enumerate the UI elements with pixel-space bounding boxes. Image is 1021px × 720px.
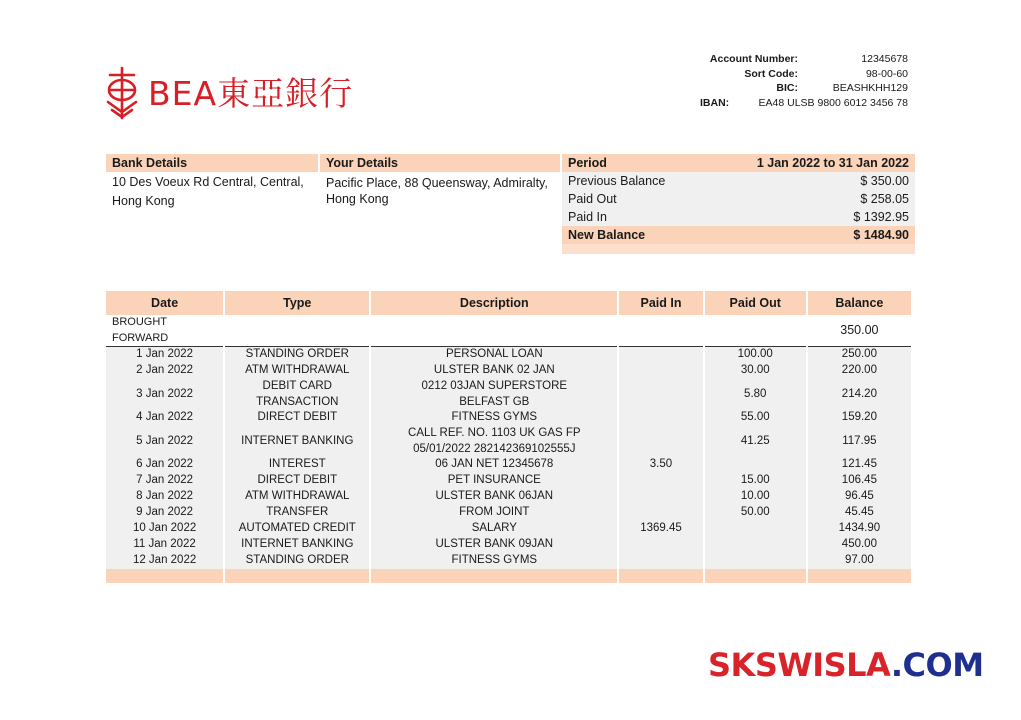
description-text: 06 JAN NET 12345678 [435, 458, 554, 471]
paid-in-total: $ 1392.95 [853, 210, 909, 224]
header-paid-out: Paid Out [705, 291, 806, 315]
table-row [106, 457, 911, 473]
paid-in-cell [619, 457, 702, 473]
description-cell [371, 537, 617, 553]
date-text: 10 Jan 2022 [132, 522, 197, 535]
type-text: STANDING ORDER [245, 554, 349, 567]
paid-in-cell [619, 379, 702, 410]
header-balance: Balance [808, 291, 911, 315]
date-cell [106, 521, 223, 537]
watermark [708, 646, 984, 684]
type-cell [225, 457, 369, 473]
paid-out-text: 10.00 [740, 490, 770, 503]
brought-forward-row [106, 315, 911, 347]
period-summary [562, 154, 915, 254]
description-text: CALL REF. NO. 1103 UK GAS FP [408, 427, 581, 439]
description-text: FITNESS GYMS [451, 554, 538, 567]
paid-out-text: 41.25 [740, 434, 770, 447]
balance-text: 45.45 [845, 506, 874, 519]
type-cell [225, 521, 369, 537]
table-row [106, 410, 911, 426]
previous-balance-label: Previous Balance [568, 174, 666, 188]
table-row [106, 426, 911, 457]
date-text: 6 Jan 2022 [136, 458, 194, 471]
paid-in-cell [619, 473, 702, 489]
date-cell [106, 426, 223, 457]
paid-in-text: 3.50 [649, 458, 673, 471]
date-cell [106, 553, 223, 569]
balance-cell [808, 457, 911, 473]
balance-cell [808, 553, 911, 569]
paid-out-text: 15.00 [740, 474, 770, 487]
balance-text: 214.20 [841, 387, 877, 400]
your-address-line2: Hong Kong [326, 192, 389, 206]
date-text: 2 Jan 2022 [136, 364, 194, 377]
paid-in-text: 1369.45 [640, 522, 682, 535]
balance-cell [808, 473, 911, 489]
brought-forward-label: BROUGHT FORWARD [106, 315, 223, 347]
paid-out-cell [705, 347, 806, 363]
type-text: AUTOMATED CREDIT [238, 522, 356, 535]
paid-out-cell [705, 553, 806, 569]
type-text: DIRECT DEBIT [257, 411, 338, 424]
date-cell [106, 347, 223, 363]
table-row [106, 489, 911, 505]
balance-text: 117.95 [842, 434, 877, 447]
bank-logo [104, 66, 353, 120]
type-cell [225, 473, 369, 489]
paid-out-cell [705, 537, 806, 553]
period-footer-bar [562, 244, 915, 254]
date-text: 5 Jan 2022 [136, 434, 194, 447]
date-cell [106, 505, 223, 521]
paid-out-text: 55.00 [740, 411, 770, 424]
description-cell [371, 410, 617, 426]
description-text: ULSTER BANK 02 JAN [433, 364, 555, 377]
new-balance: $ 1484.90 [853, 228, 909, 242]
watermark-part2: .COM [890, 646, 984, 684]
balance-text: 106.45 [841, 474, 877, 487]
balance-cell [808, 521, 911, 537]
watermark-part1: SKSWISLA [708, 646, 891, 684]
table-row [106, 363, 911, 379]
description-text: ULSTER BANK 06JAN [435, 490, 554, 503]
brand-wordmark [148, 73, 354, 113]
paid-in-cell [619, 347, 702, 363]
paid-in-cell [619, 410, 702, 426]
paid-in-cell [619, 553, 702, 569]
type-cell [225, 379, 369, 410]
balance-cell [808, 363, 911, 379]
type-cell [225, 553, 369, 569]
bic: BEASHKHH129 [832, 82, 908, 94]
header-paid-in: Paid In [619, 291, 702, 315]
previous-balance: $ 350.00 [860, 174, 909, 188]
paid-in-cell [619, 426, 702, 457]
your-details-header: Your Details [320, 154, 560, 172]
iban: EA48 ULSB 9800 6012 3456 78 [758, 96, 908, 109]
paid-out-cell [705, 505, 806, 521]
description-text: ULSTER BANK 09JAN [435, 538, 554, 551]
paid-out-text: 5.80 [744, 387, 767, 400]
date-cell [106, 410, 223, 426]
description-cell [371, 489, 617, 505]
description-cell [371, 473, 617, 489]
type-text: INTEREST [268, 458, 326, 471]
description-text: SALARY [471, 522, 517, 535]
brand-name: BEA [148, 73, 218, 113]
paid-out-total: $ 258.05 [860, 192, 909, 206]
type-cell [225, 363, 369, 379]
sort-code: 98-00-60 [865, 67, 908, 80]
description-cell [371, 363, 617, 379]
table-row [106, 553, 911, 569]
paid-out-cell [705, 521, 806, 537]
paid-out-cell [705, 489, 806, 505]
bea-emblem-icon [104, 66, 140, 120]
type-cell [225, 489, 369, 505]
type-cell [225, 410, 369, 426]
date-cell [106, 363, 223, 379]
type-text: ATM WITHDRAWAL [245, 490, 350, 503]
new-balance-label: New Balance [568, 228, 646, 242]
table-header-row [106, 291, 911, 315]
table-row [106, 379, 911, 410]
transactions-table [104, 291, 913, 583]
description-text: PET INSURANCE [447, 474, 541, 487]
footer-cell [371, 569, 617, 583]
paid-out-text: 100.00 [737, 348, 773, 361]
balance-text: 96.45 [845, 490, 874, 503]
type-text: INTERNET BANKING [241, 434, 354, 447]
brought-forward-balance: 350.00 [808, 315, 911, 347]
paid-in-label: Paid In [568, 210, 607, 224]
description-text: 0212 03JAN SUPERSTORE [421, 380, 568, 392]
iban-label: IBAN: [700, 96, 730, 109]
type-text: TRANSACTION [256, 395, 339, 408]
your-details [320, 154, 560, 208]
date-cell [106, 489, 223, 505]
bank-address-line2: Hong Kong [112, 194, 175, 208]
date-text: 9 Jan 2022 [136, 506, 194, 519]
date-text: 1 Jan 2022 [136, 348, 194, 361]
header-description: Description [371, 291, 617, 315]
account-info [700, 52, 908, 110]
brand-name-cjk: 東亞銀行 [217, 73, 354, 113]
type-text: DIRECT DEBIT [257, 474, 338, 487]
type-cell [225, 537, 369, 553]
description-cell [371, 521, 617, 537]
paid-out-label: Paid Out [568, 192, 617, 206]
footer-cell [225, 569, 369, 583]
date-text: 11 Jan 2022 [133, 538, 196, 551]
table-row [106, 537, 911, 553]
account-number: 12345678 [861, 53, 908, 65]
account-number-label: Account Number: [709, 53, 798, 65]
date-cell [106, 537, 223, 553]
balance-cell [808, 537, 911, 553]
type-text: TRANSFER [266, 506, 329, 519]
description-cell [371, 379, 617, 410]
footer-cell [106, 569, 223, 583]
type-cell [225, 347, 369, 363]
table-footer-row [106, 569, 911, 583]
bic-label: BIC: [776, 82, 798, 94]
period-value: 1 Jan 2022 to 31 Jan 2022 [756, 156, 909, 170]
description-text: FROM JOINT [459, 506, 530, 519]
balance-cell [808, 410, 911, 426]
paid-in-cell [619, 505, 702, 521]
table-row [106, 521, 911, 537]
paid-out-cell [705, 473, 806, 489]
date-text: 7 Jan 2022 [136, 474, 194, 487]
balance-text: 1434.90 [838, 522, 881, 535]
paid-in-cell [619, 489, 702, 505]
balance-text: 450.00 [841, 538, 877, 551]
paid-in-cell [619, 537, 702, 553]
description-text: 05/01/2022 282142369102555J [413, 442, 576, 455]
date-text: 3 Jan 2022 [136, 387, 194, 400]
description-cell [371, 426, 617, 457]
paid-out-cell [705, 410, 806, 426]
type-text: STANDING ORDER [245, 348, 349, 361]
footer-cell [705, 569, 806, 583]
paid-in-cell [619, 363, 702, 379]
bank-details [106, 154, 318, 212]
date-cell [106, 379, 223, 410]
description-text: PERSONAL LOAN [445, 348, 543, 361]
date-text: 8 Jan 2022 [136, 490, 194, 503]
balance-text: 97.00 [845, 554, 874, 567]
table-row [106, 505, 911, 521]
date-text: 4 Jan 2022 [136, 411, 194, 424]
sort-code-label: Sort Code: [744, 67, 798, 80]
paid-out-text: 50.00 [740, 506, 770, 519]
paid-out-cell [705, 363, 806, 379]
description-cell [371, 347, 617, 363]
period-label: Period [568, 156, 607, 170]
paid-in-cell [619, 521, 702, 537]
type-cell [225, 505, 369, 521]
balance-text: 250.00 [841, 348, 877, 361]
balance-cell [808, 347, 911, 363]
balance-text: 121.45 [841, 458, 877, 471]
balance-cell [808, 505, 911, 521]
date-cell [106, 473, 223, 489]
footer-cell [808, 569, 911, 583]
paid-out-cell [705, 457, 806, 473]
balance-cell [808, 379, 911, 410]
paid-out-text: 30.00 [740, 364, 770, 377]
header-type: Type [225, 291, 369, 315]
type-text: DEBIT CARD [262, 380, 332, 392]
bank-details-header: Bank Details [106, 154, 318, 172]
description-cell [371, 505, 617, 521]
description-cell [371, 457, 617, 473]
date-text: 12 Jan 2022 [132, 554, 197, 567]
type-cell [225, 426, 369, 457]
table-row [106, 473, 911, 489]
description-cell [371, 553, 617, 569]
table-row [106, 347, 911, 363]
paid-out-cell [705, 426, 806, 457]
balance-text: 220.00 [841, 364, 877, 377]
header-date: Date [106, 291, 223, 315]
your-address-line1: Pacific Place, 88 Queensway, Admiralty, [326, 176, 548, 190]
balance-cell [808, 426, 911, 457]
bank-address-line1: 10 Des Voeux Rd Central, Central, [112, 175, 304, 189]
balance-cell [808, 489, 911, 505]
footer-cell [619, 569, 702, 583]
description-text: BELFAST GB [459, 395, 530, 408]
description-text: FITNESS GYMS [451, 411, 538, 424]
type-text: INTERNET BANKING [241, 538, 354, 551]
type-text: ATM WITHDRAWAL [245, 364, 350, 377]
paid-out-cell [705, 379, 806, 410]
balance-text: 159.20 [841, 411, 877, 424]
date-cell [106, 457, 223, 473]
